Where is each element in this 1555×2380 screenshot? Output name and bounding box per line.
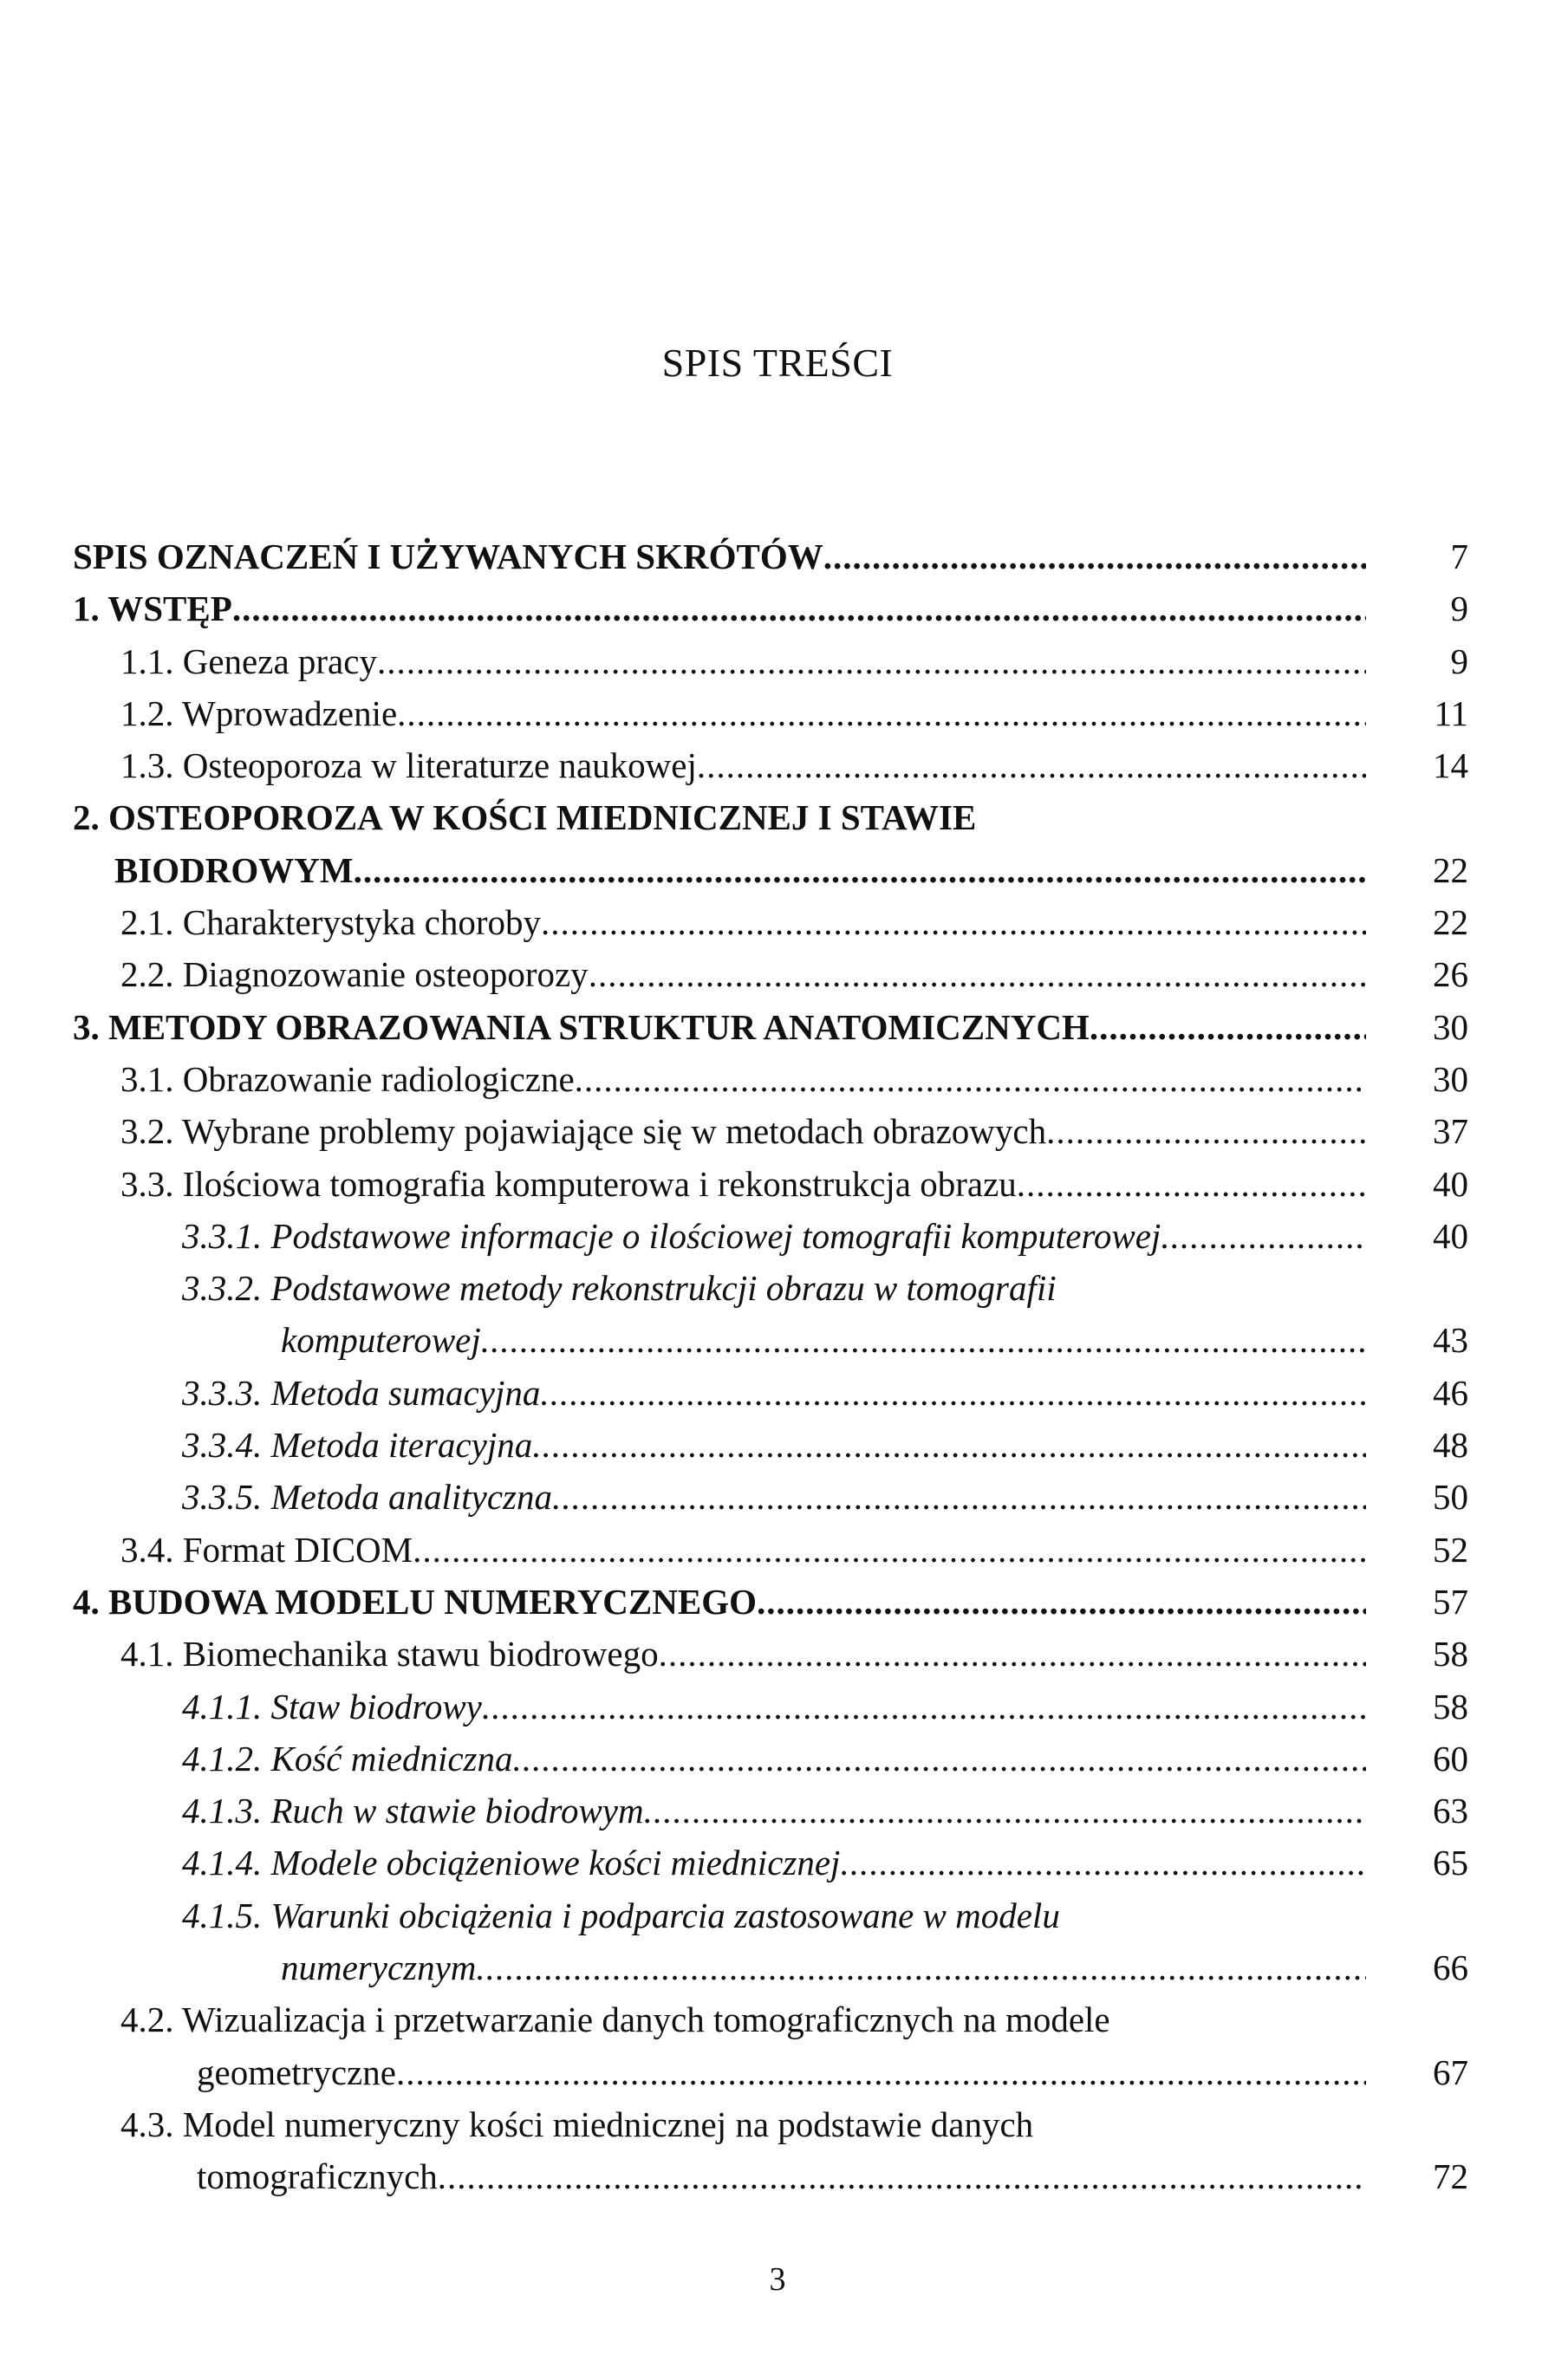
toc-entry-page: 26 [1433,954,1468,995]
page-number: 3 [769,2261,786,2298]
toc-entry-page: 43 [1433,1320,1468,1361]
toc-entry-page: 65 [1433,1843,1468,1883]
toc-leader-dots [481,1314,1366,1366]
toc-entry-page: 48 [1433,1425,1468,1466]
toc-entry[interactable] [73,2098,1468,2150]
toc-entry-page: 60 [1433,1738,1468,1778]
toc-leader-dots [438,2150,1366,2202]
toc-entry-page: 52 [1433,1529,1468,1570]
toc-entry-text: 2. OSTEOPOROZA W KOŚCI MIEDNICZNEJ I STAWIE [73,797,977,838]
toc-entry-text: SPIS OZNACZEŃ I UŻYWANYCH SKRÓTÓW [73,536,823,576]
toc-entry-text: 4.1.4. Modele obciążeniowe kości miednicznej [182,1843,841,1883]
toc-entry[interactable] [73,1889,1468,1941]
toc-entry-page: 63 [1433,1791,1468,1831]
toc-entry-page: 40 [1433,1215,1468,1256]
toc-entry[interactable] [73,1053,1468,1105]
toc-entry-text: 1.2. Wprowadzenie [120,693,398,733]
toc-leader-dots [1046,1105,1366,1157]
toc-leader-dots [540,1367,1366,1419]
toc-entry[interactable] [73,1419,1468,1471]
toc-entry[interactable] [73,1785,1468,1837]
toc-leader-dots [541,896,1366,948]
toc-entry-page: 72 [1433,2156,1468,2197]
toc-leader-dots [377,635,1366,687]
page-title: SPIS TREŚCI [661,341,894,385]
toc-entry[interactable] [73,1993,1468,2045]
toc-entry[interactable] [73,896,1468,948]
toc-entry-page: 46 [1433,1372,1468,1413]
toc-leader-dots [840,1837,1366,1889]
toc-entry-page: 37 [1433,1111,1468,1152]
toc-entry-text: tomograficznych [197,2156,438,2197]
toc-entry[interactable] [73,1158,1468,1210]
toc-leader-dots [513,1733,1367,1785]
toc-entry-text: 3.3.4. Metoda iteracyjna [182,1425,533,1466]
toc-entry-text: 4.2. Wizualizacja i przetwarzanie danych tomograficznych na modele [120,2000,1110,2040]
table-of-contents [73,530,1468,2203]
toc-leader-dots [1161,1210,1366,1262]
toc-entry-text: 4.1.2. Kość miedniczna [182,1738,513,1778]
toc-leader-dots [354,844,1366,896]
toc-entry-text: 3.2. Wybrane problemy pojawiające się w metodach obrazowych [120,1111,1047,1152]
toc-entry-text: geometryczne [197,2052,396,2092]
toc-entry[interactable] [73,1367,1468,1419]
toc-leader-dots [644,1785,1366,1837]
toc-entry-text: 3.1. Obrazowanie radiologiczne [120,1058,575,1099]
toc-entry[interactable] [73,948,1468,1000]
toc-entry-page: 30 [1433,1006,1468,1047]
toc-entry[interactable] [73,1210,1468,1262]
toc-entry-text: 3.3.5. Metoda analityczna [182,1477,553,1518]
toc-entry-text: 4. BUDOWA MODELU NUMERYCZNEGO [73,1581,757,1622]
toc-entry-continuation[interactable] [73,2046,1468,2098]
toc-entry[interactable] [73,1471,1468,1523]
toc-leader-dots [397,687,1366,739]
toc-leader-dots [232,582,1366,634]
toc-entry-text: 3.3.2. Podstawowe metody rekonstrukcji obrazu w tomografii [182,1268,1057,1309]
toc-entry-text: 4.1.1. Staw biodrowy [182,1686,482,1726]
toc-entry-page: 67 [1433,2052,1468,2092]
toc-entry-page: 58 [1433,1686,1468,1726]
toc-entry-continuation[interactable] [73,844,1468,896]
toc-leader-dots [1090,1001,1366,1053]
toc-entry-text: 4.1.5. Warunki obciążenia i podparcia zastosowane w modelu [182,1895,1060,1935]
toc-leader-dots [757,1576,1366,1628]
toc-entry[interactable] [73,1105,1468,1157]
toc-entry-page: 66 [1433,1948,1468,1988]
toc-entry[interactable] [73,1524,1468,1576]
toc-entry-text: 3.3.1. Podstawowe informacje o ilościowej tomografii komputerowej [182,1215,1161,1256]
toc-entry[interactable] [73,1001,1468,1053]
toc-entry-page: 40 [1433,1163,1468,1204]
toc-entry-text: 4.1.3. Ruch w stawie biodrowym [182,1791,644,1831]
toc-leader-dots [482,1681,1366,1733]
toc-entry[interactable] [73,1681,1468,1733]
toc-entry[interactable] [73,791,1468,843]
toc-entry-continuation[interactable] [73,1941,1468,1993]
toc-entry-page: 22 [1433,902,1468,943]
toc-entry-text: 4.1. Biomechanika stawu biodrowego [120,1634,659,1674]
toc-entry-page: 14 [1433,745,1468,786]
toc-entry-text: 2.1. Charakterystyka choroby [120,902,542,943]
toc-leader-dots [552,1471,1366,1523]
toc-entry-text: 4.3. Model numeryczny kości miednicznej na podstawie danych [120,2104,1034,2144]
toc-entry[interactable] [73,530,1468,582]
toc-entry[interactable] [73,582,1468,634]
toc-leader-dots [823,530,1366,582]
toc-entry-page: 22 [1433,849,1468,890]
toc-leader-dots [532,1419,1366,1471]
toc-entry-page: 58 [1433,1634,1468,1674]
toc-entry-page: 11 [1434,693,1468,733]
toc-leader-dots [659,1628,1366,1680]
toc-entry-text: 3. METODY OBRAZOWANIA STRUKTUR ANATOMICZNYCH [73,1006,1090,1047]
toc-entry-page: 50 [1433,1477,1468,1518]
toc-entry-text: 3.3.3. Metoda sumacyjna [182,1372,541,1413]
toc-entry[interactable] [73,1733,1468,1785]
toc-leader-dots [1017,1158,1366,1210]
toc-entry-text: numerycznym [281,1948,477,1988]
toc-entry-page: 30 [1433,1058,1468,1099]
toc-entry[interactable] [73,739,1468,791]
toc-entry[interactable] [73,1837,1468,1889]
toc-entry-page: 9 [1450,588,1468,629]
toc-leader-dots [413,1524,1366,1576]
toc-entry-continuation[interactable] [73,1314,1468,1366]
toc-entry-text: 3.3. Ilościowa tomografia komputerowa i rekonstrukcja obrazu [120,1163,1017,1204]
toc-leader-dots [396,2046,1366,2098]
toc-leader-dots [589,948,1366,1000]
toc-entry-text: 1.1. Geneza pracy [120,641,377,681]
toc-entry-text: 1.3. Osteoporoza w literaturze naukowej [120,745,697,786]
toc-entry[interactable] [73,1262,1468,1314]
toc-entry-continuation[interactable] [73,2150,1468,2202]
toc-leader-dots [575,1053,1366,1105]
toc-entry-text: 3.4. Format DICOM [120,1529,413,1570]
toc-entry-text: komputerowej [281,1320,481,1361]
toc-entry-page: 7 [1450,536,1468,576]
toc-entry[interactable] [73,687,1468,739]
toc-entry-page: 57 [1433,1581,1468,1622]
toc-leader-dots [697,739,1366,791]
toc-entry-text: 1. WSTĘP [73,588,232,629]
toc-entry[interactable] [73,1628,1468,1680]
toc-entry[interactable] [73,1576,1468,1628]
toc-leader-dots [476,1941,1366,1993]
toc-entry-page: 9 [1450,641,1468,681]
toc-entry-text: BIODROWYM [114,849,354,890]
toc-entry-text: 2.2. Diagnozowanie osteoporozy [120,954,589,995]
toc-entry[interactable] [73,635,1468,687]
